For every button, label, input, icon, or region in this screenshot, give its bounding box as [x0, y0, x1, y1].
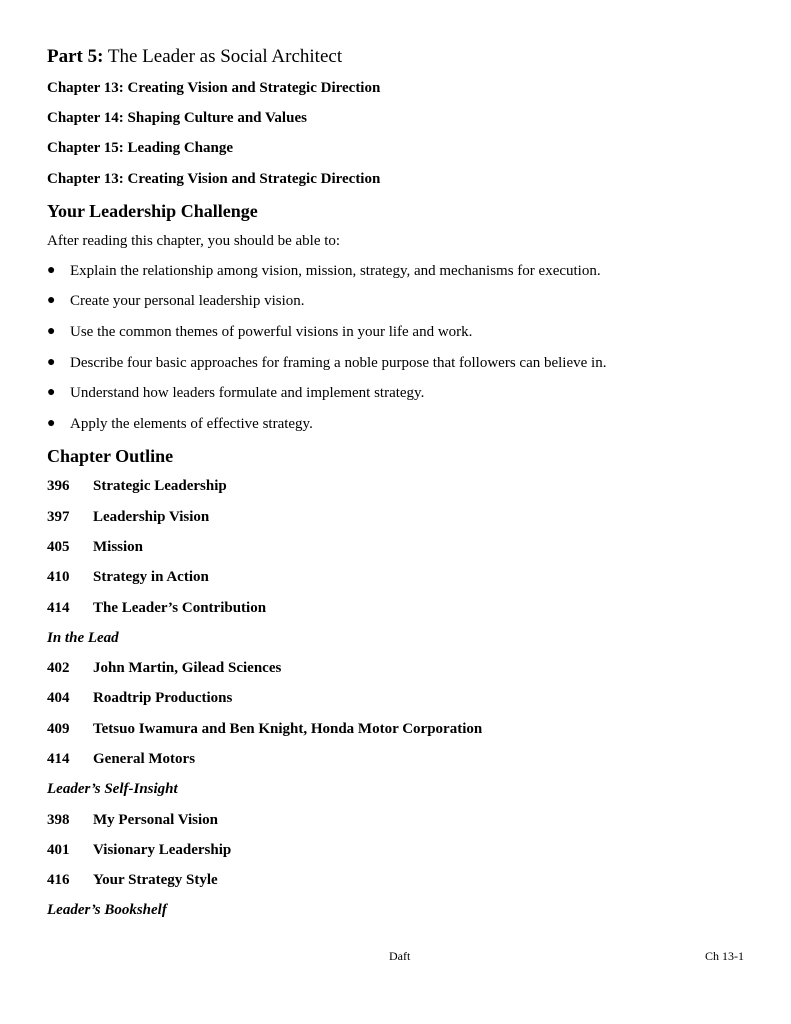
- outline-title: General Motors: [93, 750, 196, 767]
- outline-row: [47, 720, 747, 738]
- outline-title: Visionary Leadership: [93, 841, 232, 858]
- self-insight-heading: Leader’s Self-Insight: [47, 781, 178, 798]
- page-number: 401: [47, 841, 70, 858]
- page-number: 416: [47, 872, 70, 889]
- list-item: ● Apply the elements of effective strategy.: [47, 415, 313, 432]
- bullet-icon: ●: [47, 323, 56, 339]
- bullet-icon: ●: [47, 385, 56, 401]
- page-number: 414: [47, 599, 70, 616]
- outline-title: Leadership Vision: [93, 508, 210, 525]
- page-number: 409: [47, 720, 70, 737]
- outline-row: [47, 811, 747, 829]
- footer-page-number: Ch 13-1: [705, 949, 744, 963]
- outline-row: [47, 841, 747, 859]
- list-item: ● Understand how leaders formulate and implement strategy.: [47, 385, 425, 402]
- page-number: 405: [47, 538, 70, 555]
- list-item: ● Describe four basic approaches for framing a noble purpose that followers can believe in.: [47, 354, 607, 371]
- document-page: [47, 46, 747, 932]
- page-number: 397: [47, 508, 70, 525]
- outline-row: [47, 538, 747, 556]
- outline-row: [47, 477, 747, 495]
- outline-title: Mission: [93, 538, 144, 555]
- chapter-line: Chapter 14: Shaping Culture and Values: [47, 110, 307, 127]
- outline-row: [47, 568, 747, 586]
- outline-title: John Martin, Gilead Sciences: [93, 660, 282, 677]
- outline-row: [47, 750, 747, 768]
- part-title: [47, 46, 747, 68]
- bullet-icon: ●: [47, 262, 56, 278]
- outline-title: Strategic Leadership: [93, 478, 227, 495]
- outline-title: Tetsuo Iwamura and Ben Knight, Honda Motor Corporation: [93, 720, 483, 737]
- challenge-heading: Your Leadership Challenge: [47, 200, 258, 221]
- outline-title: Your Strategy Style: [93, 872, 218, 889]
- footer-author: Daft: [389, 949, 411, 963]
- outline-title: Roadtrip Productions: [93, 690, 233, 707]
- challenge-intro: After reading this chapter, you should be able to:: [47, 232, 341, 249]
- outline-title: The Leader’s Contribution: [93, 599, 267, 616]
- in-the-lead-heading: In the Lead: [47, 629, 119, 646]
- list-item: ● Use the common themes of powerful visions in your life and work.: [47, 323, 473, 340]
- list-item: ● Explain the relationship among vision, mission, strategy, and mechanisms for execution.: [47, 262, 601, 279]
- outline-row: [47, 659, 747, 677]
- bookshelf-heading: Leader’s Bookshelf: [47, 902, 167, 919]
- bullet-icon: ●: [47, 354, 56, 370]
- chapter-line: Chapter 13: Creating Vision and Strategic Direction: [47, 170, 381, 187]
- outline-row: [47, 871, 747, 889]
- page-number: 402: [47, 660, 70, 677]
- outline-row: [47, 689, 747, 707]
- outline-heading: Chapter Outline: [47, 446, 174, 467]
- page-number: 410: [47, 569, 70, 586]
- bullet-icon: ●: [47, 415, 56, 431]
- outline-row: [47, 508, 747, 526]
- part-name: The Leader as Social Architect: [107, 46, 343, 67]
- page-number: 398: [47, 811, 70, 828]
- page-number: 414: [47, 750, 70, 767]
- page-number: 404: [47, 690, 70, 707]
- objectives-list: [47, 262, 747, 433]
- bullet-icon: ●: [47, 293, 56, 309]
- list-item: ● Create your personal leadership vision.: [47, 293, 305, 310]
- page-number: 396: [47, 478, 70, 495]
- outline-title: My Personal Vision: [93, 811, 219, 828]
- part-label: Part 5:: [47, 46, 104, 67]
- chapter-line: Chapter 15: Leading Change: [47, 140, 233, 157]
- outline-title: Strategy in Action: [93, 569, 209, 586]
- outline-row: [47, 599, 747, 617]
- chapter-line: Chapter 13: Creating Vision and Strategic Direction: [47, 80, 381, 96]
